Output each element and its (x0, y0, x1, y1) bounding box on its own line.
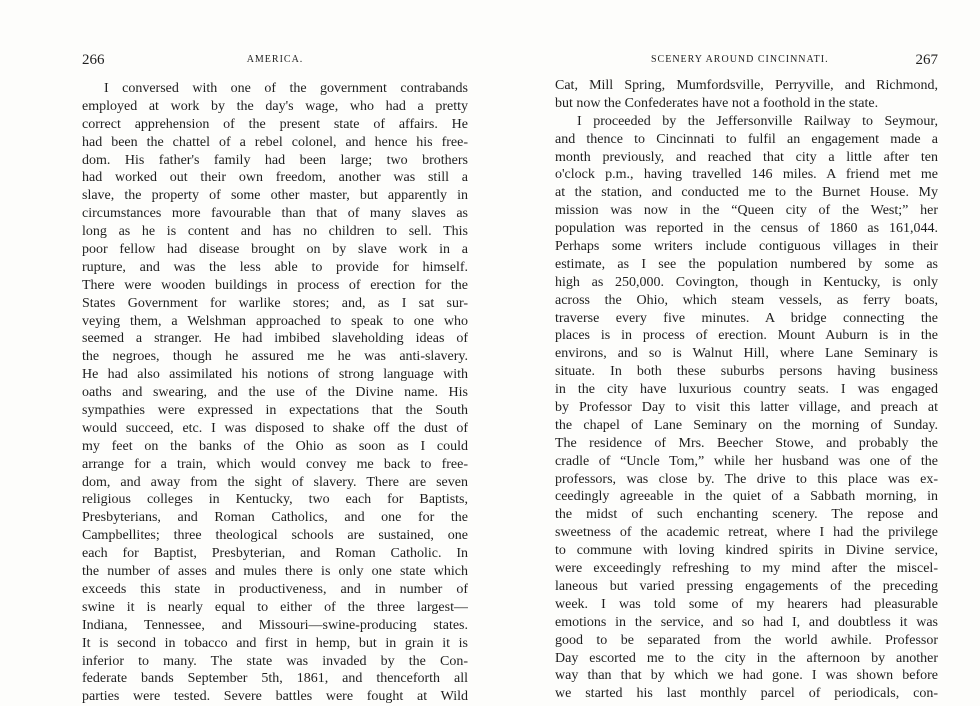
text-line: rupture, and was the less able to provide for himself. (82, 259, 468, 275)
text-line: He had also assimilated his notions of strong language with (82, 367, 468, 383)
text-line: professors, was close by. The drive to this place was ex- (555, 471, 938, 487)
text-line: the negroes, though he assured me he was anti-slavery. (82, 349, 468, 365)
text-line: long as he is content and has no children to sell. This (82, 224, 468, 240)
text-line: way than that by which we had gone. I was shown before (555, 668, 938, 684)
text-line: had worked out their own freedom, another was still a (82, 170, 468, 186)
text-line: States Government for warlike stores; and, as I sat sur- (82, 295, 468, 311)
text-line: traverse every five minutes. A bridge connecting the (555, 310, 938, 326)
text-line: week. I was told some of my hearers had pleasurable (555, 596, 938, 612)
text-line: exceeds this state in productiveness, and in number of (82, 581, 468, 597)
text-line: poor fellow had disease brought on by slave work in a (82, 242, 468, 258)
text-line: sympathies were expressed in expectations that the South (82, 403, 468, 419)
text-line: parties were tested. Severe battles were fought at Wild (82, 689, 468, 705)
text-line: I conversed with one of the government contrabands (104, 81, 468, 96)
text-line: were exceedingly refreshing to my mind after the miscel- (555, 561, 938, 577)
text-line: by Professor Day to visit this latter village, and preach at (555, 400, 938, 416)
text-line: seemed a stranger. He had imbibed slaveholding ideas of (82, 331, 468, 347)
text-line: correct apprehension of the present state of affairs. He (82, 116, 468, 132)
text-line: dom, and away from the sight of slavery. There are seven (82, 474, 468, 490)
text-line: emotions in the service, and so had I, and doubtless it was (555, 614, 938, 630)
text-line: It is second in tobacco and first in hemp, but in grain it is (82, 635, 468, 651)
text-line: inferior to many. The state was invaded by the Con- (82, 653, 468, 669)
text-line: would succeed, etc. I was disposed to shake off the dust of (82, 420, 468, 436)
text-line: and thence to Cincinnati to fulfil an engagement made a (555, 131, 938, 147)
text-line: at the station, and conducted me to the Burnet House. My (555, 185, 938, 201)
text-line: environs, and so is Walnut Hill, where Lane Seminary is (555, 346, 938, 362)
right-page-text (555, 77, 938, 703)
text-line: each for Baptist, Presbyterian, and Roman Catholic. In (82, 546, 468, 562)
text-line: to commune with loving kindred spirits in Divine service, (555, 543, 938, 559)
text-line: sweetness of the academic retreat, where I had the privilege (555, 525, 938, 541)
text-line: across the Ohio, which steam vessels, as ferry boats, (555, 292, 938, 308)
text-line: had been the chattel of a rebel colonel, and hence his free- (82, 134, 468, 150)
text-line: Perhaps some writers include contiguous villages in their (555, 239, 938, 255)
right-running-head: SCENERY AROUND CINCINNATI. (651, 54, 829, 65)
left-page-number: 266 (82, 52, 105, 68)
text-line: Cat, Mill Spring, Mumfordsville, Perryville, and Richmond, (555, 78, 938, 93)
right-page-header (555, 52, 938, 72)
text-line: mission was now in the “Queen city of the West;” her (555, 203, 938, 219)
text-line: o'clock p.m., having travelled 146 miles. A friend met me (555, 167, 938, 183)
text-line: good to be separated from the world awhile. Professor (555, 632, 938, 648)
right-page-number: 267 (915, 52, 938, 68)
text-line: I proceeded by the Jeffersonville Railway to Seymour, (577, 113, 938, 129)
text-line: Presbyterians, and Roman Catholics, and one for the (82, 510, 468, 526)
text-line: There were wooden buildings in process of erection for the (82, 277, 468, 293)
text-line: but now the Confederates have not a foothold in the state. (555, 95, 879, 111)
text-line: situate. In both these suburbs persons having business (555, 364, 938, 380)
text-line: circumstances more favourable than that of many slaves as (82, 206, 468, 222)
text-line: swine it is nearly equal to either of the three largest— (82, 599, 468, 615)
text-line: dom. His father's family had been large; two brothers (82, 152, 468, 168)
text-line: Day escorted me to the city in the afternoon by another (555, 650, 938, 666)
text-line: ceedingly agreeable in the quiet of a Sabbath morning, in (555, 489, 938, 505)
left-page-text (82, 80, 468, 706)
text-line: oaths and swearing, and the use of the Divine name. His (82, 385, 468, 401)
text-line: Indiana, Tennessee, and Missouri—swine-producing states. (82, 617, 468, 633)
text-line: month previously, and reached that city a little after ten (555, 149, 938, 165)
text-line: slave, the property of some other master, but apparently in (82, 188, 468, 204)
text-line: religious colleges in Kentucky, two each for Baptists, (82, 492, 468, 508)
text-line: arrange for a train, which would convey me back to free- (82, 456, 468, 472)
text-line: in the city have luxurious country seats. I was engaged (555, 382, 938, 398)
text-line: Campbellites; three theological schools are sustained, one (82, 528, 468, 544)
left-page-header (82, 52, 468, 72)
text-line: veying them, a Welshman approached to speak to one who (82, 313, 468, 329)
text-line: estimate, as I see the population numbered by some as (555, 256, 938, 272)
text-line: the chapel of Lane Seminary on the morning of Sunday. (555, 417, 938, 433)
text-line: places is in process of erection. Mount Auburn is in the (555, 328, 938, 344)
text-line: my feet on the banks of the Ohio as soon as I could (82, 438, 468, 454)
text-line: high as 250,000. Covington, though in Kentucky, is only (555, 274, 938, 290)
text-line: employed at work by the day's wage, who had a pretty (82, 98, 468, 114)
text-line: federate bands September 5th, 1861, and thenceforth all (82, 671, 468, 687)
text-line: population was reported in the census of 1860 as 161,044. (555, 221, 938, 237)
left-running-head: AMERICA. (246, 54, 304, 65)
text-line: the number of asses and mules there is only one state which (82, 564, 468, 580)
text-line: we started his last monthly parcel of periodicals, con- (555, 686, 938, 702)
text-line: laneous but varied pressing engagements of the preceding (555, 578, 938, 594)
text-line: the midst of such enchanting scenery. The repose and (555, 507, 938, 523)
text-line: The residence of Mrs. Beecher Stowe, and probably the (555, 435, 938, 451)
text-line: cradle of “Uncle Tom,” while her husband was one of the (555, 453, 938, 469)
